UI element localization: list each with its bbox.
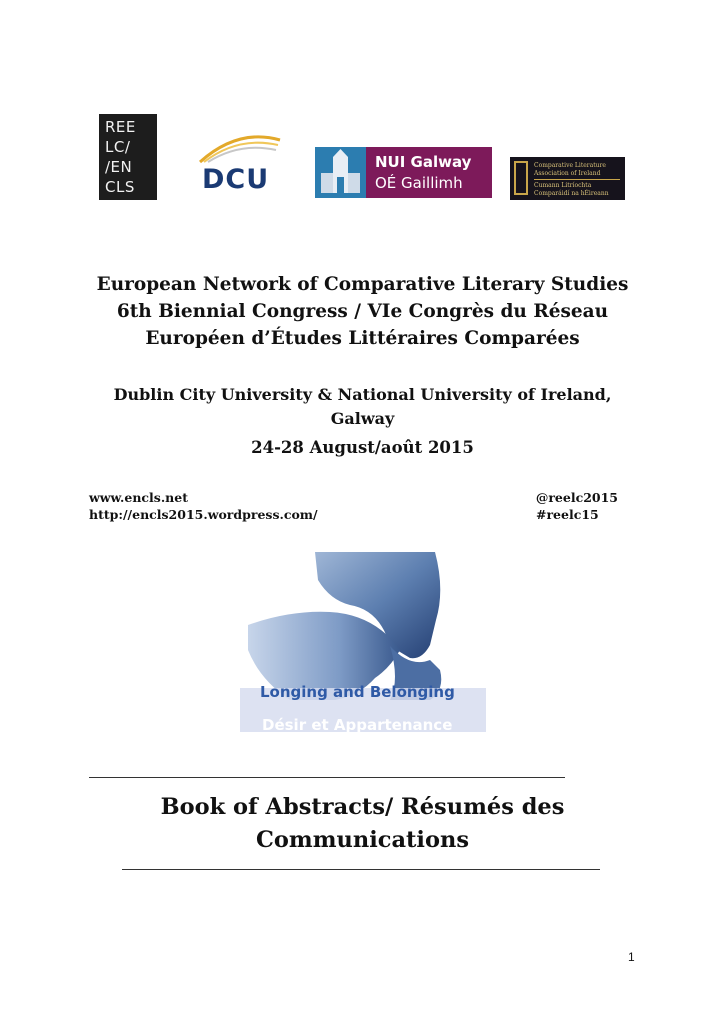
book-title-line: Communications (255, 827, 470, 853)
clai-logo-line2: Association of Ireland (534, 170, 601, 177)
dcu-logo-text: DCU (202, 164, 270, 195)
reelc-logo-line: CLS (105, 178, 135, 196)
venue-line: Dublin City University & National University of Ireland, (113, 385, 612, 404)
title-line: Européen d’Études Littéraires Comparées (145, 328, 580, 349)
book-title-line: Book of Abstracts/ Résumés des (160, 794, 565, 820)
clai-logo-divider (534, 179, 620, 180)
book-title (60, 791, 665, 857)
page-number: 1 (628, 950, 635, 964)
nui-logo-line1: NUI Galway (375, 153, 472, 171)
clai-crest-icon (514, 161, 528, 195)
blog-link[interactable]: http://encls2015.wordpress.com/ (89, 507, 318, 522)
nui-galway-logo (315, 147, 492, 198)
venue (60, 383, 665, 431)
nui-tower-icon (315, 147, 366, 198)
reelc-logo-line: LC/ (105, 138, 131, 156)
divider-bottom (122, 869, 600, 870)
website-link[interactable]: www.encls.net (89, 490, 188, 505)
clai-logo-line3: Cumann Litríochta (534, 182, 592, 189)
title-line: European Network of Comparative Literary Studies (96, 274, 629, 295)
divider-top (89, 777, 565, 778)
reelc-logo-line: REE (105, 118, 136, 136)
congress-title (60, 271, 665, 352)
theme-english: Longing and Belonging (260, 683, 455, 701)
clai-logo (510, 157, 625, 200)
reelc-logo (99, 114, 157, 200)
venue-line: Galway (330, 409, 395, 428)
reelc-logo-line: /EN (105, 158, 133, 176)
title-line: 6th Biennial Congress / VIe Congrès du Réseau (116, 301, 609, 322)
clai-logo-line4: Comparáidí na hÉireann (534, 190, 609, 197)
twitter-handle: @reelc2015 (535, 490, 618, 505)
nui-logo-line2: OÉ Gaillimh (375, 174, 463, 192)
dcu-logo (192, 134, 284, 198)
congress-dates: 24-28 August/août 2015 (251, 438, 474, 457)
theme-french: Désir et Appartenance (262, 716, 453, 734)
hashtag: #reelc15 (536, 507, 599, 522)
clai-logo-line1: Comparative Literature (534, 162, 606, 169)
dcu-arc-icon (198, 134, 282, 164)
